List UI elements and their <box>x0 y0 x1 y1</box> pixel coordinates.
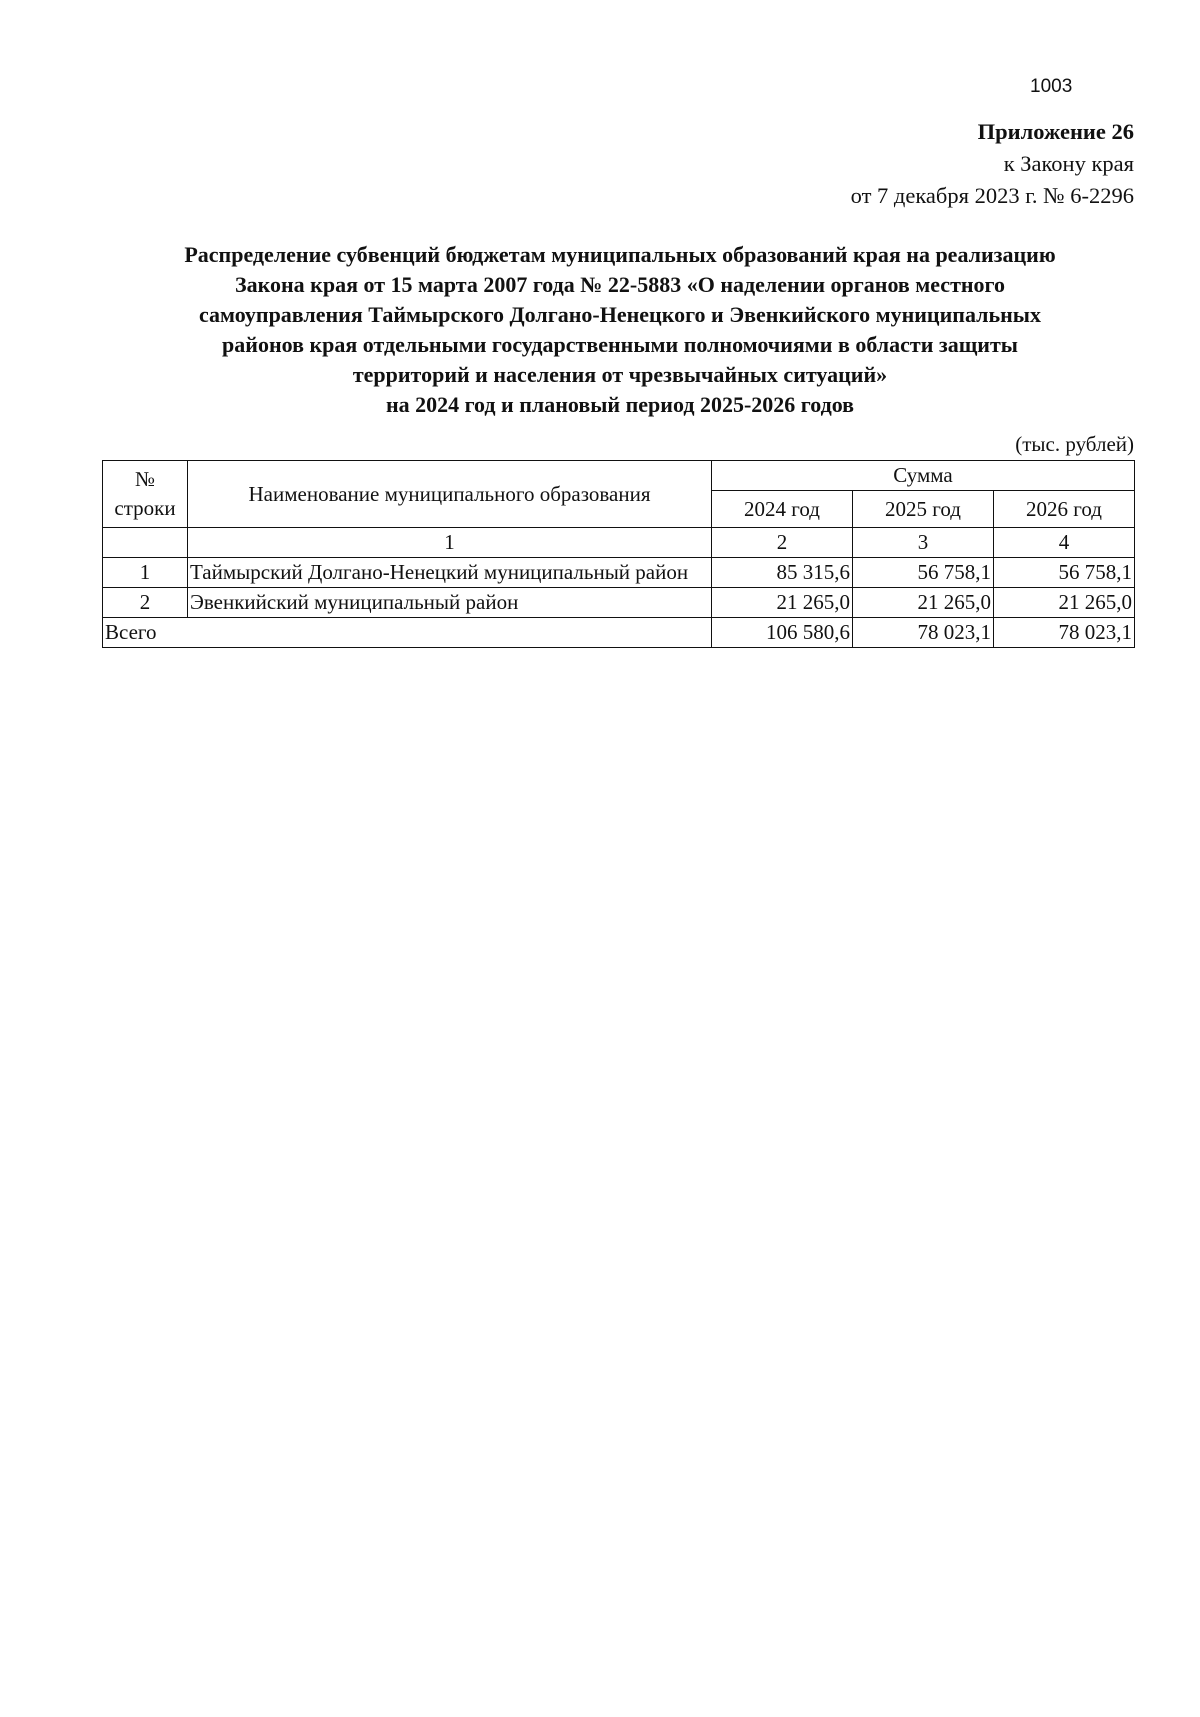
appendix-title: Приложение 26 <box>977 119 1134 144</box>
value-2025: 21 265,0 <box>853 588 994 618</box>
total-2024: 106 580,6 <box>712 618 853 648</box>
row-number: 2 <box>103 588 188 618</box>
total-2026: 78 023,1 <box>994 618 1135 648</box>
header-year-2024: 2024 год <box>712 491 853 528</box>
header-year-2025: 2025 год <box>853 491 994 528</box>
total-2025: 78 023,1 <box>853 618 994 648</box>
page-number: 1003 <box>1030 76 1073 97</box>
municipality-name: Эвенкийский муниципальный район <box>188 588 712 618</box>
column-number: 2 <box>712 528 853 558</box>
column-number-row <box>103 528 1135 558</box>
header-sum: Сумма <box>712 461 1135 491</box>
header-municipality-name: Наименование муниципального образования <box>188 461 712 528</box>
value-2024: 85 315,6 <box>712 558 853 588</box>
header-num-sign: № <box>134 467 156 491</box>
total-row <box>103 618 1135 648</box>
value-2024: 21 265,0 <box>712 588 853 618</box>
row-number: 1 <box>103 558 188 588</box>
municipality-name: Таймырский Долгано-Ненецкий муниципальный район <box>188 558 712 588</box>
value-2026: 56 758,1 <box>994 558 1135 588</box>
appendix-block <box>851 116 1134 212</box>
column-number: 4 <box>994 528 1135 558</box>
header-row-number <box>103 461 188 528</box>
table-header-row <box>103 461 1135 491</box>
header-num-label: строки <box>114 496 176 520</box>
total-label: Всего <box>103 618 712 648</box>
title-line: самоуправления Таймырского Долгано-Ненецкого и Эвенкийского муниципальных <box>199 302 1041 327</box>
document-title <box>110 240 1130 420</box>
appendix-law-date: от 7 декабря 2023 г. № 6-2296 <box>850 183 1134 208</box>
column-number-empty <box>103 528 188 558</box>
title-line: на 2024 год и плановый период 2025-2026 годов <box>385 392 855 417</box>
table-row <box>103 558 1135 588</box>
title-line: районов края отдельными государственными полномочиями в области защиты <box>222 332 1018 357</box>
distribution-table <box>102 460 1135 648</box>
header-year-2026: 2026 год <box>994 491 1135 528</box>
title-line: территорий и населения от чрезвычайных ситуаций» <box>352 362 888 387</box>
table-row <box>103 588 1135 618</box>
column-number: 3 <box>853 528 994 558</box>
value-2026: 21 265,0 <box>994 588 1135 618</box>
title-line: Распределение субвенций бюджетам муниципальных образований края на реализацию <box>184 242 1056 267</box>
appendix-law-ref: к Закону края <box>1003 151 1134 176</box>
value-2025: 56 758,1 <box>853 558 994 588</box>
units-label: (тыс. рублей) <box>1015 432 1134 456</box>
column-number: 1 <box>188 528 712 558</box>
title-line: Закона края от 15 марта 2007 года № 22-5883 «О наделении органов местного <box>235 272 1005 297</box>
